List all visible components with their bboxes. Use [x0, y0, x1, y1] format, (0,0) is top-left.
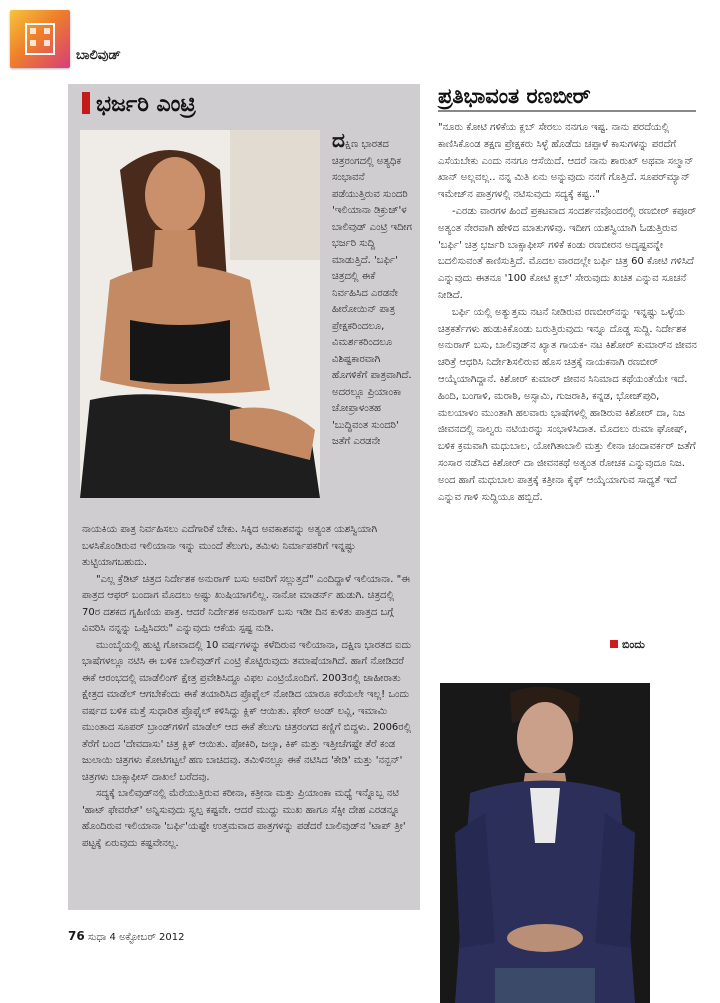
byline-marker-icon [610, 640, 618, 648]
issue-info: ಸುಧಾ 4 ಅಕ್ಟೋಬರ್ 2012 [87, 932, 185, 943]
drop-cap: ದ [332, 128, 345, 152]
actress-photo [80, 130, 320, 498]
author-name: ಬಿಂದು [622, 638, 645, 651]
right-paragraph: ಬರ್ಫಿ ಯಲ್ಲಿ ಅತ್ಯುತ್ತಮ ನಟನೆ ನೀಡಿರುವ ರಣಬೀರ್‌ನನ್ನು ಇನ್ನಷ್ಟು ಒಳ್ಳೆಯ ಚಿತ್ರಕರ್ತೆಗಳು ಹುಡುಕಿಕೊಂಡು ಬರುತ್ತಿರುವುದು ಇನ್ನೂ ದೊಡ್ಡ ಸುದ್ದಿ. ನಿರ್ದೇಶಕ ಅನುರಾಗ್ ಬಸು, ಬಾಲಿವುಡ್‌ನ ಖ್ಯಾತ ಗಾಯಕ- ನಟ ಕಿಶೋರ್ ಕುಮಾರ್‌ನ ಜೀವನ ಚರಿತ್ರೆ ಆಧರಿಸಿ ನಿರ್ದೇಶಿಸಲಿರುವ ಹೊಸ ಚಿತ್ರಕ್ಕೆ ನಾಯಕನಾಗಿ ರಣಬೀರ್ ಆಯ್ಕೆಯಾಗಿದ್ದಾನೆ. ಕಿಶೋರ್ ಕುಮಾರ್ ಜೀವನ ಸಿನಿಮಾದ ಕಥೆಯಂತೆಯೇ ಇದೆ. ಹಿಂದಿ, ಬಂಗಾಳಿ, ಮರಾಠಿ, ಅಸ್ಸಾಮಿ, ಗುಜರಾತಿ, ಕನ್ನಡ, ಭೋಜ್‌ಪುರಿ, ಮಲಯಾಳಂ ಮುಂತಾಗಿ ಹಲವಾರು ಭಾಷೆಗಳಲ್ಲಿ ಹಾಡಿರುವ ಕಿಶೋರ್ ದಾ, ನಿಜ ಜೀವನದಲ್ಲಿ ನಾಲ್ವರು ನಟಿಯರನ್ನು ಸಂಭಾಳಿಸಿದಾತ. ಮೊದಲು ರುಮಾ ಘೋಷ್, ಬಳಿಕ ಕ್ರಮವಾಗಿ ಮಧುಬಾಲ, ಯೋಗಿತಾಬಾಲಿ ಮತ್ತು ಲೀನಾ ಚಂದಾವರ್ಕರ್ ಜತೆಗೆ ಸಂಸಾರ ನಡೆಸಿದ ಕಿಶೋರ್ ದಾ ಜೀವನಕಥೆ ಅತ್ಯಂತ ರೋಚಕ ಎನ್ನುವುದೂ ನಿಜ. ಅಂದ ಹಾಗೆ ಮಧುಬಾಲ ಪಾತ್ರಕ್ಕೆ ಕತ್ರೀನಾ ಕೈಫ್ ಆಯ್ಕೆಯಾಗುವ ಸಾಧ್ಯತೆ ಇದೆ ಎನ್ನುವ ಗಾಳಿ ಸುದ್ದಿಯೂ ಹಬ್ಬಿದೆ. [438, 306, 697, 503]
left-paragraph: ಮುಂಬೈಯಲ್ಲಿ ಹುಟ್ಟಿ ಗೋವಾದಲ್ಲಿ 10 ವರ್ಷಗಳನ್ನು ಕಳೆದಿರುವ ಇಲಿಯಾನಾ, ದಕ್ಷಿಣ ಭಾರತದ ಐದು ಭಾಷೆಗಳಲ್ಲೂ ನಟಿಸಿ ಈ ಬಳಿಕ ಬಾಲಿವುಡ್‌ಗೆ ಎಂಟ್ರಿ ಕೊಟ್ಟಿರುವುದು ತಮಾಷೆಯಾಗಿದೆ. ಹಾಗೆ ನೋಡಿದರೆ ಈಕೆ ಆರಂಭದಲ್ಲಿ ಮಾಡೆಲಿಂಗ್ ಕ್ಷೇತ್ರ ಪ್ರವೇಶಿಸಿದ್ದೂ ವಿಫಲ ಎಂಟ್ರಿಯೊಂದಿಗೆ. 2003ರಲ್ಲಿ ಜಾಹೀರಾತು ಕ್ಷೇತ್ರದ ಮಾಡೆಲ್ ಆಗಬೇಕೆಂದು ಈಕೆ ತಯಾರಿಸಿದ ಪ್ರೊಫೈಲ್ ನೋಡಿದ ಯಾರೂ ಕರೆಯಲೇ ಇಲ್ಲ! ಒಂದು ವರ್ಷದ ಬಳಿಕ ಮತ್ತೆ ಸುಧಾರಿತ ಪ್ರೊಫೈಲ್ ಕಳಿಸಿದ್ದು ಕ್ಲಿಕ್ ಆಯಿತು. ಫೇರ್ ಅಂಡ್ ಲವ್ಲಿ, ಇಮಾಮಿ ಮುಂತಾದ ಸೂಪರ್ ಬ್ರಾಂಡ್‌ಗಳಿಗೆ ಮಾಡೆಲ್ ಆದ ಈಕೆ ತೆಲುಗು ಚಿತ್ರರಂಗದ ಕಣ್ಣಿಗೆ ಬಿದ್ದಳು. 2006ರಲ್ಲಿ ತೆರೆಗೆ ಬಂದ 'ದೇವದಾಸು' ಚಿತ್ರ ಕ್ಲಿಕ್ ಆಯಿತು. ಪೋಕಿರಿ, ಜಲ್ಸಾ, ಕಿಕ್ ಮತ್ತು ಇತ್ತೀಚೆಗಷ್ಟೇ ತೆರೆ ಕಂಡ ಜುಲಾಯಿ ಚಿತ್ರಗಳು ಕೋಟಿಗಟ್ಟಲೆ ಹಣ ಬಾಚಿದವು. ತಮಿಳಿನಲ್ಲೂ ಈಕೆ ನಟಿಸಿದ 'ಕೇಡಿ' ಮತ್ತು 'ನನ್ಬನ್' ಚಿತ್ರಗಳು ಬಾಕ್ಸಾಫೀಸ್ ದಾಖಲೆ ಬರೆದವು. [82, 639, 412, 783]
right-article-title: ಪ್ರತಿಭಾವಂತ ರಣಬೀರ್ [438, 84, 591, 108]
page-number: 76 [68, 929, 85, 943]
title-accent-mark [82, 92, 90, 114]
intro-text: ಕ್ಷಿಣ ಭಾರತದ ಚಿತ್ರರಂಗದಲ್ಲಿ ಅತ್ಯಧಿಕ ಸಂಭಾವನೆ ಪಡೆಯುತ್ತಿರುವ ಸುಂದರಿ 'ಇಲಿಯಾನಾ ಡಿಕ್ರುಜ್'ಳ ಬಾಲಿವುಡ್ ಎಂಟ್ರಿ ಇದೀಗ ಭರ್ಜರಿ ಸುದ್ದಿ ಮಾಡುತ್ತಿದೆ. 'ಬರ್ಫಿ' ಚಿತ್ರದಲ್ಲಿ ಈಕೆ ನಿರ್ವಹಿಸಿದ ಎರಡನೇ ಹೀರೋಯಿನ್ ಪಾತ್ರ ಪ್ರೇಕ್ಷಕರಿಂದಲೂ, ವಿಮರ್ಶಕರಿಂದಲೂ ವಿಶಿಷ್ಟಕಾರವಾಗಿ ಹೊಗಳಿಕೆಗೆ ಪಾತ್ರವಾಗಿದೆ. ಅದರಲ್ಲೂ ಪ್ರಿಯಾಂಕಾ ಚೋಪ್ರಾಳಂತಹ 'ಬುದ್ಧಿವಂತ ಸುಂದರಿ' ಜತೆಗೆ ಎರಡನೇ [332, 139, 412, 447]
left-article-title [82, 92, 196, 117]
actor-photo [440, 683, 650, 1003]
author-byline [610, 638, 645, 652]
left-paragraph: ಸದ್ಯಕ್ಕೆ ಬಾಲಿವುಡ್‌ನಲ್ಲಿ ಮೆರೆಯುತ್ತಿರುವ ಕರೀನಾ, ಕತ್ರೀನಾ ಮತ್ತು ಪ್ರಿಯಾಂಕಾ ಮಧ್ಯೆ ಇನ್ನೊಬ್ಬ ನಟಿ 'ಹಾಟ್ ಫೇವರೆಟ್' ಅನ್ನಿಸುವುದು ಸ್ವಲ್ಪ ಕಷ್ಟವೇ. ಆದರೆ ಮುದ್ದು ಮುಖ ಹಾಗೂ ಸೆಕ್ಸೀ ದೇಹ ಎರಡನ್ನೂ ಹೊಂದಿರುವ ಇಲಿಯಾನಾ 'ಬರ್ಫಿ'ಯಷ್ಟೇ ಉತ್ತಮವಾದ ಪಾತ್ರಗಳನ್ನು ಪಡೆದರೆ ಬಾಲಿವುಡ್‌ನ 'ಟಾಪ್ ತ್ರೀ' ಪಟ್ಟಕ್ಕೆ ಏರುವುದು ಕಷ್ಟವೇನಲ್ಲ. [82, 788, 406, 849]
left-article-title-text: ಭರ್ಜರಿ ಎಂಟ್ರಿ [96, 92, 196, 117]
right-paragraph: "ನೂರು ಕೋಟಿ ಗಳಿಕೆಯ ಕ್ಲಬ್ ಸೇರಲು ನನಗೂ ಇಷ್ಟ. ನಾನು ಪರದೆಯಲ್ಲಿ ಕಾಣಿಸಿಕೊಂಡ ತಕ್ಷಣ ಪ್ರೇಕ್ಷಕರು ಸಿಳ್ಳೆ ಹೊಡೆದು ಚಪ್ಪಾಳೆ ಕಾಸುಗಳನ್ನು ಪರದೆಗೆ ಎಸೆಯಬೇಕು ಎಂದು ನನಗೂ ಆಸೆಯಿದೆ. ಆದರೆ ನಾನು ಶಾರುಖ್ ಅಥವಾ ಸಲ್ಮಾನ್ ಖಾನ್ ಅಲ್ಲವಲ್ಲ.. ನನ್ನ ಮಿತಿ ಏನು ಅನ್ನುವುದು ನನಗೆ ಗೊತ್ತಿದೆ. ಸೂಪರ್‌ಮ್ಯಾನ್ ಇಮೇಜ್‌ನ ಪಾತ್ರಗಳಲ್ಲಿ ನಟಿಸುವುದು ಸದ್ಯಕ್ಕೆ ಕಷ್ಟ.." [438, 122, 694, 201]
magazine-section-logo [10, 10, 70, 68]
section-label: ಬಾಲಿವುಡ್ [76, 48, 121, 63]
left-article-body [82, 522, 414, 852]
page-footer [68, 929, 185, 943]
left-paragraph: "ಎಲ್ಲ ಕ್ರೆಡಿಟ್ ಚಿತ್ರದ ನಿರ್ದೇಶಕ ಅನುರಾಗ್ ಬಸು ಅವರಿಗೆ ಸಲ್ಲುತ್ತದೆ" ಎಂದಿದ್ದಾಳೆ ಇಲಿಯಾನಾ. "ಈ ಪಾತ್ರದ ಆಫರ್ ಬಂದಾಗ ಮೊದಲು ಅಷ್ಟು ಖುಷಿಯಾಗಲಿಲ್ಲ. ನಾನೋ ಮಾಡರ್ನ್ ಹುಡುಗಿ. ಚಿತ್ರದಲ್ಲಿ 70ರ ದಶಕದ ಗೃಹಿಣಿಯ ಪಾತ್ರ. ಆದರೆ ನಿರ್ದೇಶಕ ಅನುರಾಗ್ ಬಸು ಇಡೀ ದಿನ ಕುಳಿತು ಪಾತ್ರದ ಬಗ್ಗೆ ವಿವರಿಸಿ ನನ್ನನ್ನು ಒಪ್ಪಿಸಿದರು" ಎನ್ನುವುದು ಆಕೆಯ ಸ್ಪಷ್ಟ ನುಡಿ. [82, 573, 410, 634]
right-paragraph: -ಎರಡು ವಾರಗಳ ಹಿಂದೆ ಪ್ರಕಟವಾದ ಸಂದರ್ಶನವೊಂದರಲ್ಲಿ ರಣಬೀರ್ ಕಪೂರ್ ಅತ್ಯಂತ ನೇರವಾಗಿ ಹೇಳಿದ ಮಾತುಗಳಿವು. ಇದೀಗ ಯಶಸ್ವಿಯಾಗಿ ಓಡುತ್ತಿರುವ 'ಬರ್ಫಿ' ಚಿತ್ರ ಭರ್ಜರಿ ಬಾಕ್ಸಾಫೀಸ್ ಗಳಿಕೆ ಕಂಡು ರಣಬೀರನ ಅದೃಷ್ಟವನ್ನೇ ಬದಲಿಸುವಂತೆ ಕಾಣಿಸುತ್ತಿದೆ. ಮೊದಲ ವಾರದಲ್ಲೇ ಬರ್ಫಿ ಚಿತ್ರ 60 ಕೋಟಿ ಗಳಿಸಿದೆ ಎನ್ನುವುದು ಈತನೂ '100 ಕೋಟಿ ಕ್ಲಬ್' ಸೇರುವುದು ಖಚಿತ ಎನ್ನುವ ಸೂಚನೆ ನೀಡಿದೆ. [438, 205, 697, 301]
right-article-body [438, 120, 700, 506]
title-underline [438, 110, 696, 112]
left-paragraph: ನಾಯಕಿಯ ಪಾತ್ರ ನಿರ್ವಹಿಸಲು ಎದೆಗಾರಿಕೆ ಬೇಕು. ಸಿಕ್ಕಿದ ಅವಕಾಶವನ್ನು ಅತ್ಯಂತ ಯಶಸ್ವಿಯಾಗಿ ಬಳಸಿಕೊಂಡಿರುವ ಇಲಿಯಾನಾ ಇನ್ನು ಮುಂದೆ ತೆಲುಗು, ತಮಿಳು ನಿರ್ಮಾಪಕರಿಗೆ ಇನ್ನಷ್ಟು ತುಟ್ಟಿಯಾಗಬಹುದು. [82, 524, 378, 568]
left-article-intro [332, 128, 414, 451]
